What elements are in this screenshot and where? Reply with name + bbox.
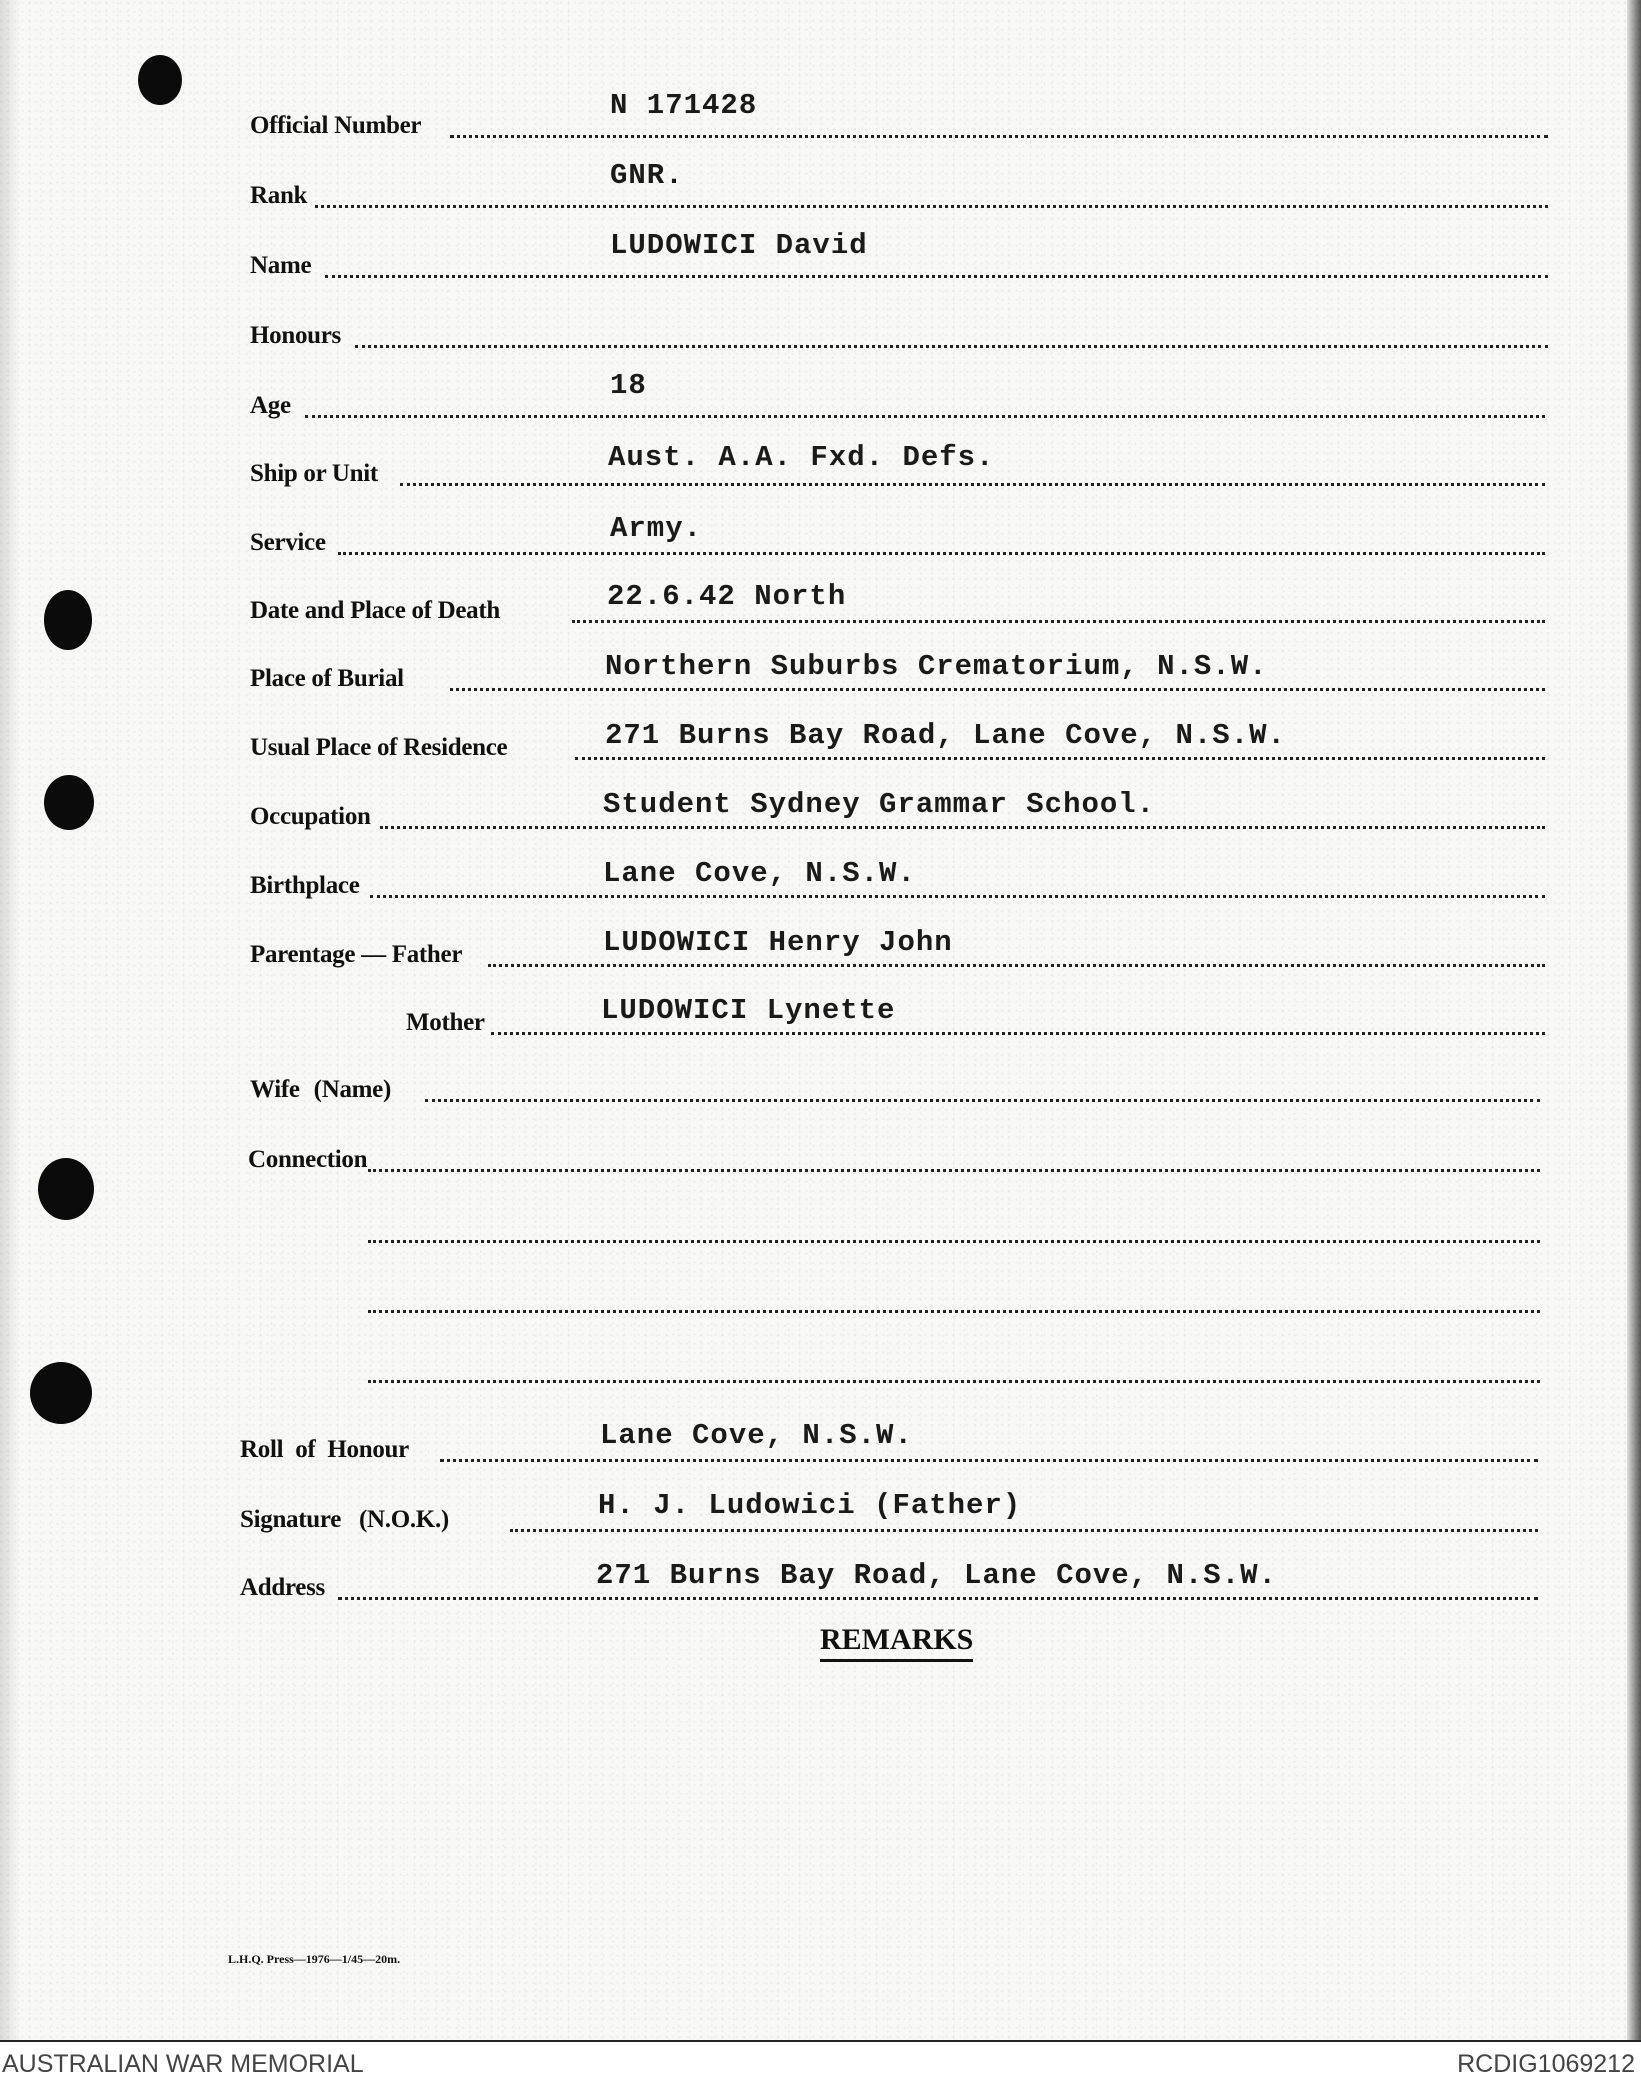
dotted-line (400, 483, 1545, 486)
dotted-line (380, 826, 1545, 829)
field-age (250, 368, 1545, 428)
footer-source: AUSTRALIAN WAR MEMORIAL (2, 2050, 364, 2078)
field-value: 271 Burns Bay Road, Lane Cove, N.S.W. (605, 719, 1286, 752)
field-value: 22.6.42 North (607, 580, 847, 613)
punch-hole (30, 1362, 92, 1424)
printer-imprint: L.H.Q. Press—1976—1/45—20m. (228, 1952, 401, 1966)
dotted-line (440, 1459, 1538, 1462)
connection-line-2 (368, 1240, 1540, 1243)
remarks-heading: REMARKS (820, 1623, 973, 1662)
dotted-line (450, 135, 1548, 138)
field-value: Student Sydney Grammar School. (603, 788, 1156, 821)
dotted-line (305, 415, 1545, 418)
field-value: Army. (610, 512, 703, 545)
field-name (250, 228, 1548, 288)
field-honours (250, 298, 1548, 358)
punch-hole (138, 55, 182, 105)
field-label: Place of Burial (250, 665, 404, 692)
field-label: Age (250, 392, 291, 419)
field-label: Official Number (250, 112, 422, 139)
field-mother (406, 985, 1545, 1045)
dotted-line (425, 1099, 1540, 1102)
field-rank (250, 158, 1548, 218)
field-label: Service (250, 529, 326, 556)
field-connection (248, 1122, 1540, 1182)
field-service (250, 505, 1545, 565)
field-birthplace (250, 848, 1545, 908)
dotted-line (450, 688, 1545, 691)
dotted-line (575, 757, 1545, 760)
field-label: Address (240, 1574, 325, 1601)
field-value: Lane Cove, N.S.W. (600, 1419, 913, 1452)
field-value: 271 Burns Bay Road, Lane Cove, N.S.W. (596, 1559, 1277, 1592)
dotted-line (491, 1032, 1545, 1035)
field-ship-or-unit (250, 436, 1545, 496)
field-usual-place-of-residence (250, 710, 1545, 770)
punch-hole (38, 1158, 94, 1220)
field-value: Northern Suburbs Crematorium, N.S.W. (605, 650, 1268, 683)
dotted-line (325, 275, 1548, 278)
field-label: Occupation (250, 803, 371, 830)
dotted-line (370, 895, 1545, 898)
scan-right-edge (1627, 0, 1641, 2040)
field-label: Honours (250, 322, 341, 349)
field-label: Wife (Name) (250, 1076, 391, 1103)
dotted-line (572, 620, 1545, 623)
field-roll-of-honour (240, 1412, 1538, 1472)
field-value: N 171428 (610, 89, 758, 122)
field-value: Aust. A.A. Fxd. Defs. (608, 441, 995, 474)
dotted-line (355, 345, 1548, 348)
field-label: Parentage — Father (250, 941, 463, 968)
field-value: GNR. (610, 159, 684, 192)
field-wife-name (250, 1052, 1540, 1112)
field-value: LUDOWICI Lynette (601, 994, 896, 1027)
dotted-line (510, 1529, 1538, 1532)
dotted-line (368, 1169, 1540, 1172)
field-official-number (250, 88, 1548, 148)
field-label: Rank (250, 182, 308, 209)
archive-footer (0, 2040, 1641, 2084)
field-label: Signature (N.O.K.) (240, 1506, 449, 1533)
field-label: Usual Place of Residence (250, 734, 508, 761)
field-label: Connection (248, 1146, 368, 1173)
connection-line-3 (368, 1310, 1540, 1313)
connection-line-4 (368, 1380, 1540, 1383)
field-label: Birthplace (250, 872, 360, 899)
field-date-place-of-death (250, 573, 1545, 633)
dotted-line (338, 1597, 1538, 1600)
field-label: Name (250, 252, 312, 279)
dotted-line (338, 552, 1545, 555)
field-occupation (250, 779, 1545, 839)
field-label: Mother (406, 1009, 485, 1036)
field-label: Date and Place of Death (250, 597, 500, 624)
field-value: Lane Cove, N.S.W. (603, 857, 916, 890)
field-value: 18 (610, 369, 647, 402)
scan-edge-shadow (0, 0, 20, 2040)
punch-hole (44, 590, 92, 650)
field-signature-nok (240, 1482, 1538, 1542)
field-label: Roll of Honour (240, 1436, 409, 1463)
field-father (250, 917, 1545, 977)
punch-hole (44, 775, 94, 830)
field-value: H. J. Ludowici (Father) (598, 1489, 1022, 1522)
field-value: LUDOWICI Henry John (603, 926, 953, 959)
field-address (240, 1550, 1538, 1610)
field-place-of-burial (250, 641, 1545, 701)
dotted-line (315, 205, 1548, 208)
footer-record-id: RCDIG1069212 (1457, 2050, 1635, 2078)
field-label: Ship or Unit (250, 460, 378, 487)
dotted-line (488, 964, 1545, 967)
field-value: LUDOWICI David (610, 229, 868, 262)
